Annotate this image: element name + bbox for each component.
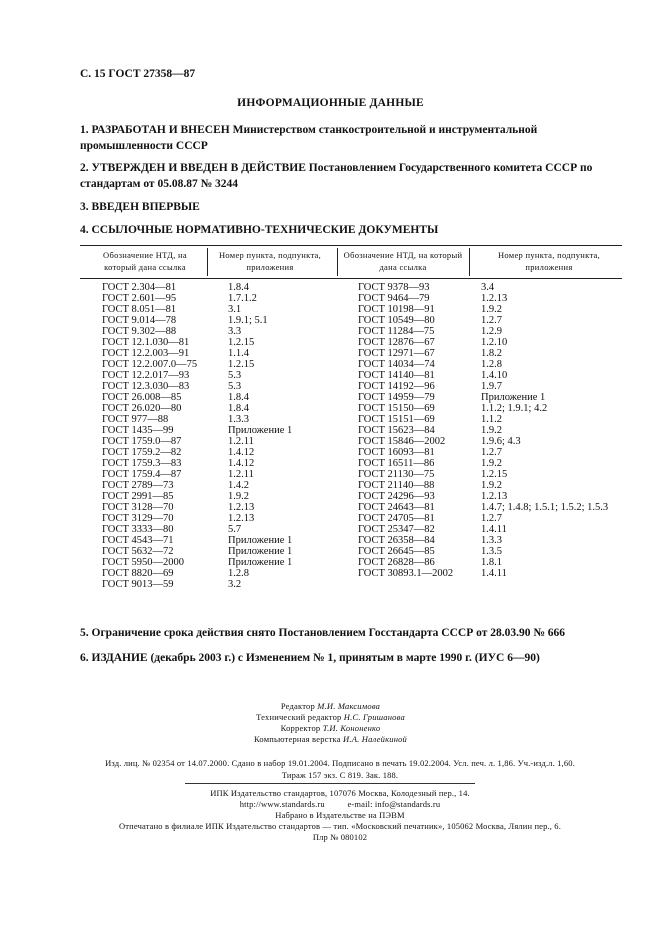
credit-line <box>0 701 661 712</box>
info-item-5 <box>80 625 620 641</box>
publisher-line: Отпечатано в филиале ИПК Издательство стандартов — тип. «Московский печатник», 105062 Москва, Лялин пер., 6. <box>119 821 561 831</box>
publisher-line: Плр № 080102 <box>312 832 368 842</box>
table-cell-designation: ГОСТ 9013—59 <box>102 579 174 590</box>
table-cell-designation: ГОСТ 1435—99 <box>102 425 174 436</box>
item-number: 2. <box>80 162 89 174</box>
credit-name: М.И. Максимова <box>317 701 381 711</box>
table-cell-clause: 5.7 <box>228 524 242 535</box>
item-number: 3. <box>80 201 89 213</box>
table-cell-designation: ГОСТ 10198—91 <box>358 304 435 315</box>
table-cell-clause: 1.2.9 <box>481 326 502 337</box>
table-cell-designation: ГОСТ 11284—75 <box>358 326 435 337</box>
credit-name: Н.С. Гришанова <box>343 712 405 722</box>
table-cell-clause: 1.3.3 <box>228 414 249 425</box>
table-cell-clause: 1.2.15 <box>228 359 255 370</box>
table-cell-clause: 3.2 <box>228 579 242 590</box>
table-divider <box>337 248 338 276</box>
table-cell-designation: ГОСТ 16093—81 <box>358 447 435 458</box>
table-cell-designation: ГОСТ 26645—85 <box>358 546 435 557</box>
table-cell-clause: 3.3 <box>228 326 242 337</box>
table-cell-clause: Приложение 1 <box>228 425 293 436</box>
table-cell-designation: ГОСТ 26828—86 <box>358 557 435 568</box>
table-cell-designation: ГОСТ 14140—81 <box>358 370 435 381</box>
table-cell-clause: 5.3 <box>228 381 242 392</box>
table-cell-clause: 1.1.2 <box>481 414 502 425</box>
table-cell-designation: ГОСТ 1759.4—87 <box>102 469 182 480</box>
table-cell-designation: ГОСТ 10549—80 <box>358 315 435 326</box>
table-cell-designation: ГОСТ 12.2.003—91 <box>102 348 190 359</box>
imprint-line: Изд. лиц. № 02354 от 14.07.2000. Сдано в набор 19.01.2004. Подписано в печать 19.02.2004. Усл. печ. л. 1,86. Уч.-изд.л. 1,60. <box>105 758 575 768</box>
table-cell-clause: 1.9.2 <box>481 425 502 436</box>
table-cell-designation: ГОСТ 2991—85 <box>102 491 174 502</box>
info-item-6 <box>80 650 620 666</box>
item-number: 4. <box>80 224 89 236</box>
imprint <box>60 757 620 781</box>
table-cell-clause: 1.9.1; 5.1 <box>228 315 268 326</box>
table-cell-clause: 1.2.13 <box>228 502 255 513</box>
table-cell-clause: 3.1 <box>228 304 242 315</box>
table-cell-designation: ГОСТ 14959—79 <box>358 392 435 403</box>
table-cell-designation: ГОСТ 15151—69 <box>358 414 435 425</box>
table-cell-designation: ГОСТ 3128—70 <box>102 502 174 513</box>
publisher-info <box>60 788 620 843</box>
table-cell-clause: 1.2.15 <box>481 469 508 480</box>
credit-line <box>0 723 661 734</box>
table-cell-clause: 1.9.2 <box>481 458 502 469</box>
item-lead: ВВЕДЕН ВПЕРВЫЕ <box>91 201 200 213</box>
table-cell-designation: ГОСТ 9378—93 <box>358 282 430 293</box>
table-cell-clause: 5.3 <box>228 370 242 381</box>
table-cell-clause: 1.1.2; 1.9.1; 4.2 <box>481 403 548 414</box>
page-header: С. 15 ГОСТ 27358—87 <box>80 68 196 80</box>
table-cell-designation: ГОСТ 24705—81 <box>358 513 435 524</box>
table-cell-clause: 1.2.10 <box>481 337 508 348</box>
credit-role: Корректор <box>280 723 321 733</box>
table-cell-clause: 1.4.12 <box>228 447 255 458</box>
table-cell-designation: ГОСТ 15846—2002 <box>358 436 446 447</box>
table-cell-clause: 1.2.11 <box>228 436 254 447</box>
item-text: (декабрь 2003 г.) с Изменением № 1, принятым в марте 1990 г. (ИУС 6—90) <box>147 652 540 664</box>
table-cell-designation: ГОСТ 26.020—80 <box>102 403 182 414</box>
item-number: 1. <box>80 124 89 136</box>
item-text: Министерством станкостроительной и инструментальной промышленности СССР <box>80 124 538 152</box>
table-cell-clause: 1.2.7 <box>481 447 502 458</box>
table-header-clause-left: Номер пункта, подпункта, приложения <box>218 250 322 272</box>
table-cell-clause: 1.2.13 <box>228 513 255 524</box>
table-cell-designation: ГОСТ 26.008—85 <box>102 392 182 403</box>
table-cell-designation: ГОСТ 8.051—81 <box>102 304 177 315</box>
info-item-3 <box>80 199 620 215</box>
table-cell-designation: ГОСТ 2.304—81 <box>102 282 177 293</box>
item-number: 5. <box>80 627 89 639</box>
item-lead: ССЫЛОЧНЫЕ НОРМАТИВНО-ТЕХНИЧЕСКИЕ ДОКУМЕНТЫ <box>91 224 439 236</box>
table-cell-designation: ГОСТ 16511—86 <box>358 458 435 469</box>
item-text: Постановлением Государственного комитета СССР по стандартам от 05.08.87 № 3244 <box>80 162 593 190</box>
table-cell-designation: ГОСТ 25347—82 <box>358 524 435 535</box>
table-cell-designation: ГОСТ 12.1.030—81 <box>102 337 190 348</box>
table-cell-designation: ГОСТ 5632—72 <box>102 546 174 557</box>
credits <box>0 701 661 745</box>
table-cell-designation: ГОСТ 21130—75 <box>358 469 435 480</box>
table-cell-clause: 1.2.15 <box>228 337 255 348</box>
publisher-line: ИПК Издательство стандартов, 107076 Москва, Колодезный пер., 14. <box>210 788 470 798</box>
item-number: 6. <box>80 652 89 664</box>
table-cell-clause: 1.4.11 <box>481 524 507 535</box>
table-cell-clause: 1.1.4 <box>228 348 249 359</box>
document-title: ИНФОРМАЦИОННЫЕ ДАННЫЕ <box>237 97 424 109</box>
table-cell-designation: ГОСТ 4543—71 <box>102 535 174 546</box>
item-lead: ИЗДАНИЕ <box>91 652 148 664</box>
table-cell-designation: ГОСТ 14034—74 <box>358 359 435 370</box>
table-cell-designation: ГОСТ 14192—96 <box>358 381 435 392</box>
credit-line <box>0 734 661 745</box>
table-cell-clause: 1.3.5 <box>481 546 502 557</box>
table-cell-clause: 1.2.8 <box>228 568 249 579</box>
table-cell-designation: ГОСТ 12.2.017—93 <box>102 370 190 381</box>
table-cell-designation: ГОСТ 3129—70 <box>102 513 174 524</box>
table-cell-designation: ГОСТ 977—88 <box>102 414 169 425</box>
table-cell-clause: 1.2.13 <box>481 491 508 502</box>
table-cell-clause: 1.4.10 <box>481 370 508 381</box>
credit-role: Технический редактор <box>256 712 342 722</box>
table-cell-clause: 1.3.3 <box>481 535 502 546</box>
table-header-clause-right: Номер пункта, подпункта, приложения <box>497 250 601 272</box>
table-cell-clause: 1.7.1.2 <box>228 293 257 304</box>
table-cell-designation: ГОСТ 12.3.030—83 <box>102 381 190 392</box>
publisher-line: Набрано в Издательстве на ПЭВМ <box>275 810 405 820</box>
table-cell-designation: ГОСТ 5950—2000 <box>102 557 185 568</box>
table-cell-clause: 1.9.2 <box>481 480 502 491</box>
item-lead: РАЗРАБОТАН И ВНЕСЕН <box>91 124 230 136</box>
item-text: Ограничение срока действия снято Постановлением Госстандарта СССР от 28.03.90 № 666 <box>91 627 566 639</box>
table-cell-designation: ГОСТ 24643—81 <box>358 502 435 513</box>
table-cell-designation: ГОСТ 9.302—88 <box>102 326 177 337</box>
table-rule-header <box>80 278 622 279</box>
table-cell-designation: ГОСТ 30893.1—2002 <box>358 568 454 579</box>
table-cell-designation: ГОСТ 12876—67 <box>358 337 435 348</box>
imprint-line: Тираж 157 экз. С 819. Зак. 188. <box>281 770 399 780</box>
credit-name: Т.И. Кононенко <box>322 723 381 733</box>
item-lead: УТВЕРЖДЕН И ВВЕДЕН В ДЕЙСТВИЕ <box>91 162 306 174</box>
column-clause-right <box>481 282 608 579</box>
table-cell-clause: Приложение 1 <box>481 392 546 403</box>
table-cell-designation: ГОСТ 2.601—95 <box>102 293 177 304</box>
table-cell-designation: ГОСТ 1759.0—87 <box>102 436 182 447</box>
table-cell-clause: 1.4.2 <box>228 480 249 491</box>
table-cell-clause: 1.2.7 <box>481 513 502 524</box>
table-cell-designation: ГОСТ 2789—73 <box>102 480 174 491</box>
table-cell-designation: ГОСТ 8820—69 <box>102 568 174 579</box>
table-cell-designation: ГОСТ 9.014—78 <box>102 315 177 326</box>
column-clause-left <box>228 282 292 590</box>
column-designation-left <box>102 282 197 590</box>
credit-role: Редактор <box>280 701 315 711</box>
table-divider <box>207 248 208 276</box>
table-cell-designation: ГОСТ 12971—67 <box>358 348 435 359</box>
table-cell-clause: Приложение 1 <box>228 546 293 557</box>
table-header-designation-right: Обозначение НТД, на который дана ссылка <box>343 250 463 272</box>
column-designation-right <box>358 282 453 579</box>
table-cell-clause: 1.8.4 <box>228 392 249 403</box>
table-cell-clause: 1.2.7 <box>481 315 502 326</box>
table-cell-clause: 1.4.11 <box>481 568 507 579</box>
table-header-designation-left: Обозначение НТД, на который дана ссылка <box>103 250 187 272</box>
info-item-1 <box>80 122 620 154</box>
table-cell-clause: 1.8.1 <box>481 557 502 568</box>
table-cell-designation: ГОСТ 1759.2—82 <box>102 447 182 458</box>
table-cell-designation: ГОСТ 15623—84 <box>358 425 435 436</box>
table-cell-designation: ГОСТ 3333—80 <box>102 524 174 535</box>
table-cell-clause: 1.2.8 <box>481 359 502 370</box>
table-cell-designation: ГОСТ 12.2.007.0—75 <box>102 359 198 370</box>
table-cell-designation: ГОСТ 9464—79 <box>358 293 430 304</box>
credit-name: И.А. Налейкиной <box>343 734 408 744</box>
table-cell-clause: Приложение 1 <box>228 535 293 546</box>
table-cell-clause: 1.2.11 <box>228 469 254 480</box>
table-cell-clause: 1.4.7; 1.4.8; 1.5.1; 1.5.2; 1.5.3 <box>481 502 609 513</box>
divider-rule <box>185 783 475 784</box>
credit-line <box>0 712 661 723</box>
table-cell-clause: 1.9.2 <box>481 304 502 315</box>
table-cell-clause: Приложение 1 <box>228 557 293 568</box>
table-cell-clause: 1.9.6; 4.3 <box>481 436 521 447</box>
table-cell-clause: 1.9.7 <box>481 381 502 392</box>
table-cell-clause: 1.8.4 <box>228 282 249 293</box>
table-cell-designation: ГОСТ 1759.3—83 <box>102 458 182 469</box>
table-cell-designation: ГОСТ 15150—69 <box>358 403 435 414</box>
table-cell-clause: 3.4 <box>481 282 495 293</box>
table-rule-top <box>80 245 622 246</box>
table-cell-clause: 1.8.4 <box>228 403 249 414</box>
table-cell-clause: 1.4.12 <box>228 458 255 469</box>
table-cell-designation: ГОСТ 21140—88 <box>358 480 435 491</box>
info-item-4 <box>80 222 620 238</box>
credit-role: Компьютерная верстка <box>253 734 341 744</box>
table-divider <box>469 248 470 276</box>
table-cell-designation: ГОСТ 24296—93 <box>358 491 435 502</box>
table-cell-clause: 1.2.13 <box>481 293 508 304</box>
publisher-links: http://www.standards.ru e-mail: info@standards.ru <box>239 799 441 809</box>
table-cell-clause: 1.9.2 <box>228 491 249 502</box>
table-cell-clause: 1.8.2 <box>481 348 502 359</box>
table-cell-designation: ГОСТ 26358—84 <box>358 535 435 546</box>
info-item-2 <box>80 160 620 192</box>
